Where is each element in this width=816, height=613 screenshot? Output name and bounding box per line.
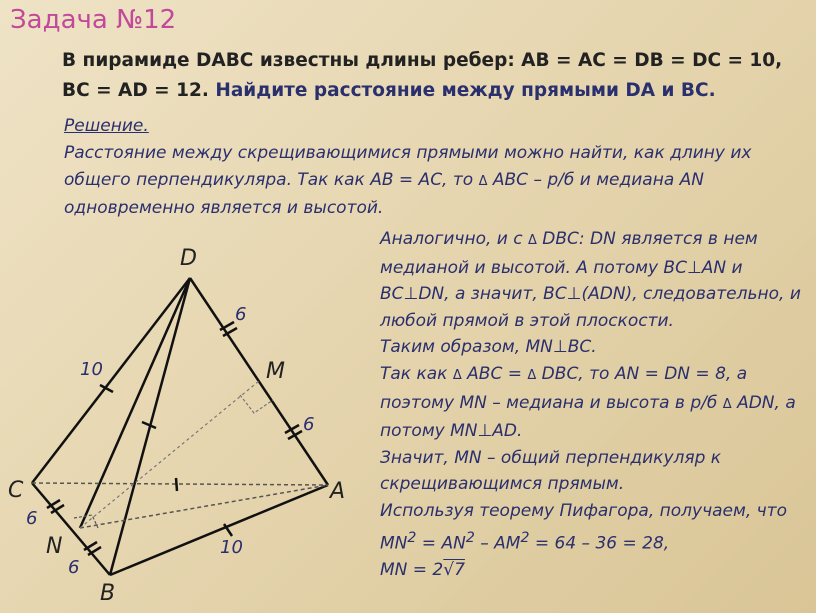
- right-text: MN = 2: [380, 559, 444, 580]
- solution-text-b: ABC – р/б и медиана AN одновременно является и высотой.: [64, 170, 705, 218]
- segment-MN: [80, 381, 259, 528]
- superscript: 2: [520, 529, 530, 546]
- tick-MA-2: [288, 431, 302, 439]
- right-text: DBC: DN является в нем медианой и высотой. А потому BC⊥AN и BC⊥DN, а значит, BC⊥(ADN), следовательно, и любой прямой в этой плоскости.: [380, 229, 801, 331]
- right-para-6: [380, 557, 810, 584]
- right-text: Так как: [380, 363, 453, 384]
- sqrt-value: √7: [443, 559, 465, 580]
- problem-line-1: В пирамиде DABC известны длины ребер: AB = AC = DB = DC = 10,: [62, 50, 783, 71]
- length-CN: 6: [26, 508, 38, 529]
- right-para-2: Таким образом, MN⊥BC.: [380, 337, 597, 358]
- length-MA: 6: [303, 414, 315, 435]
- problem-given: BC = AD = 12.: [62, 80, 209, 101]
- pyramid-edges: [32, 278, 328, 575]
- right-para-3: [380, 361, 810, 445]
- length-BA: 10: [220, 537, 243, 558]
- pyramid-figure: [0, 230, 380, 613]
- superscript: 2: [465, 529, 475, 546]
- length-DM: 6: [235, 304, 247, 325]
- problem-question: Найдите расстояние между прямыми DA и BC.: [208, 80, 716, 101]
- length-NB: 6: [68, 557, 80, 578]
- right-para-5: [380, 498, 810, 557]
- problem-statement: [62, 46, 802, 106]
- edge-BA: [110, 485, 328, 575]
- label-M: M: [266, 359, 285, 384]
- solution-paragraph: [64, 140, 804, 222]
- edge-DA: [190, 278, 328, 485]
- solution-text-a: Расстояние между скрещивающимися прямыми можно найти, как длину их общего перпендикуляра. Так как AB = AC, то: [64, 143, 752, 190]
- superscript: 2: [407, 529, 417, 546]
- edge-DC: [32, 278, 190, 483]
- right-text: Используя теорему Пифагора, получаем, что MN: [380, 500, 787, 554]
- right-text: = AN: [416, 533, 466, 554]
- triangle-symbol: Δ: [527, 233, 537, 248]
- solution-heading: Решение.: [64, 116, 149, 136]
- right-text: ADN, а потому MN⊥AD.: [380, 392, 796, 442]
- right-text: DBC, то AN = DN = 8, а поэтому MN – медиана и высота в р/б: [380, 363, 748, 413]
- right-text: Аналогично, и с: [380, 229, 528, 249]
- slide-title: Задача №12: [10, 5, 177, 35]
- triangle-symbol: Δ: [452, 367, 462, 383]
- right-para-1: [380, 226, 810, 334]
- right-para-4: Значит, MN – общий перпендикуляр к скрещивающимся прямым.: [380, 447, 722, 495]
- triangle-symbol: Δ: [722, 396, 732, 412]
- label-B: B: [100, 581, 116, 606]
- label-A: A: [330, 479, 346, 504]
- label-C: C: [8, 478, 24, 503]
- label-N: N: [46, 534, 63, 559]
- right-angle-M: [240, 395, 273, 413]
- triangle-symbol: Δ: [527, 367, 537, 383]
- edge-CA-hidden: [32, 483, 328, 485]
- triangle-symbol: Δ: [478, 174, 488, 189]
- segment-NA-hidden: [80, 485, 328, 528]
- edge-DN: [80, 278, 190, 528]
- right-text: = 64 – 36 = 28,: [529, 533, 670, 554]
- solution-continuation: [380, 226, 810, 583]
- tick-marks: [47, 322, 302, 555]
- right-text: ABC =: [461, 363, 528, 384]
- length-DC: 10: [80, 359, 103, 380]
- tick-CA: [176, 478, 177, 491]
- right-text: – AM: [474, 533, 521, 554]
- label-D: D: [180, 246, 197, 271]
